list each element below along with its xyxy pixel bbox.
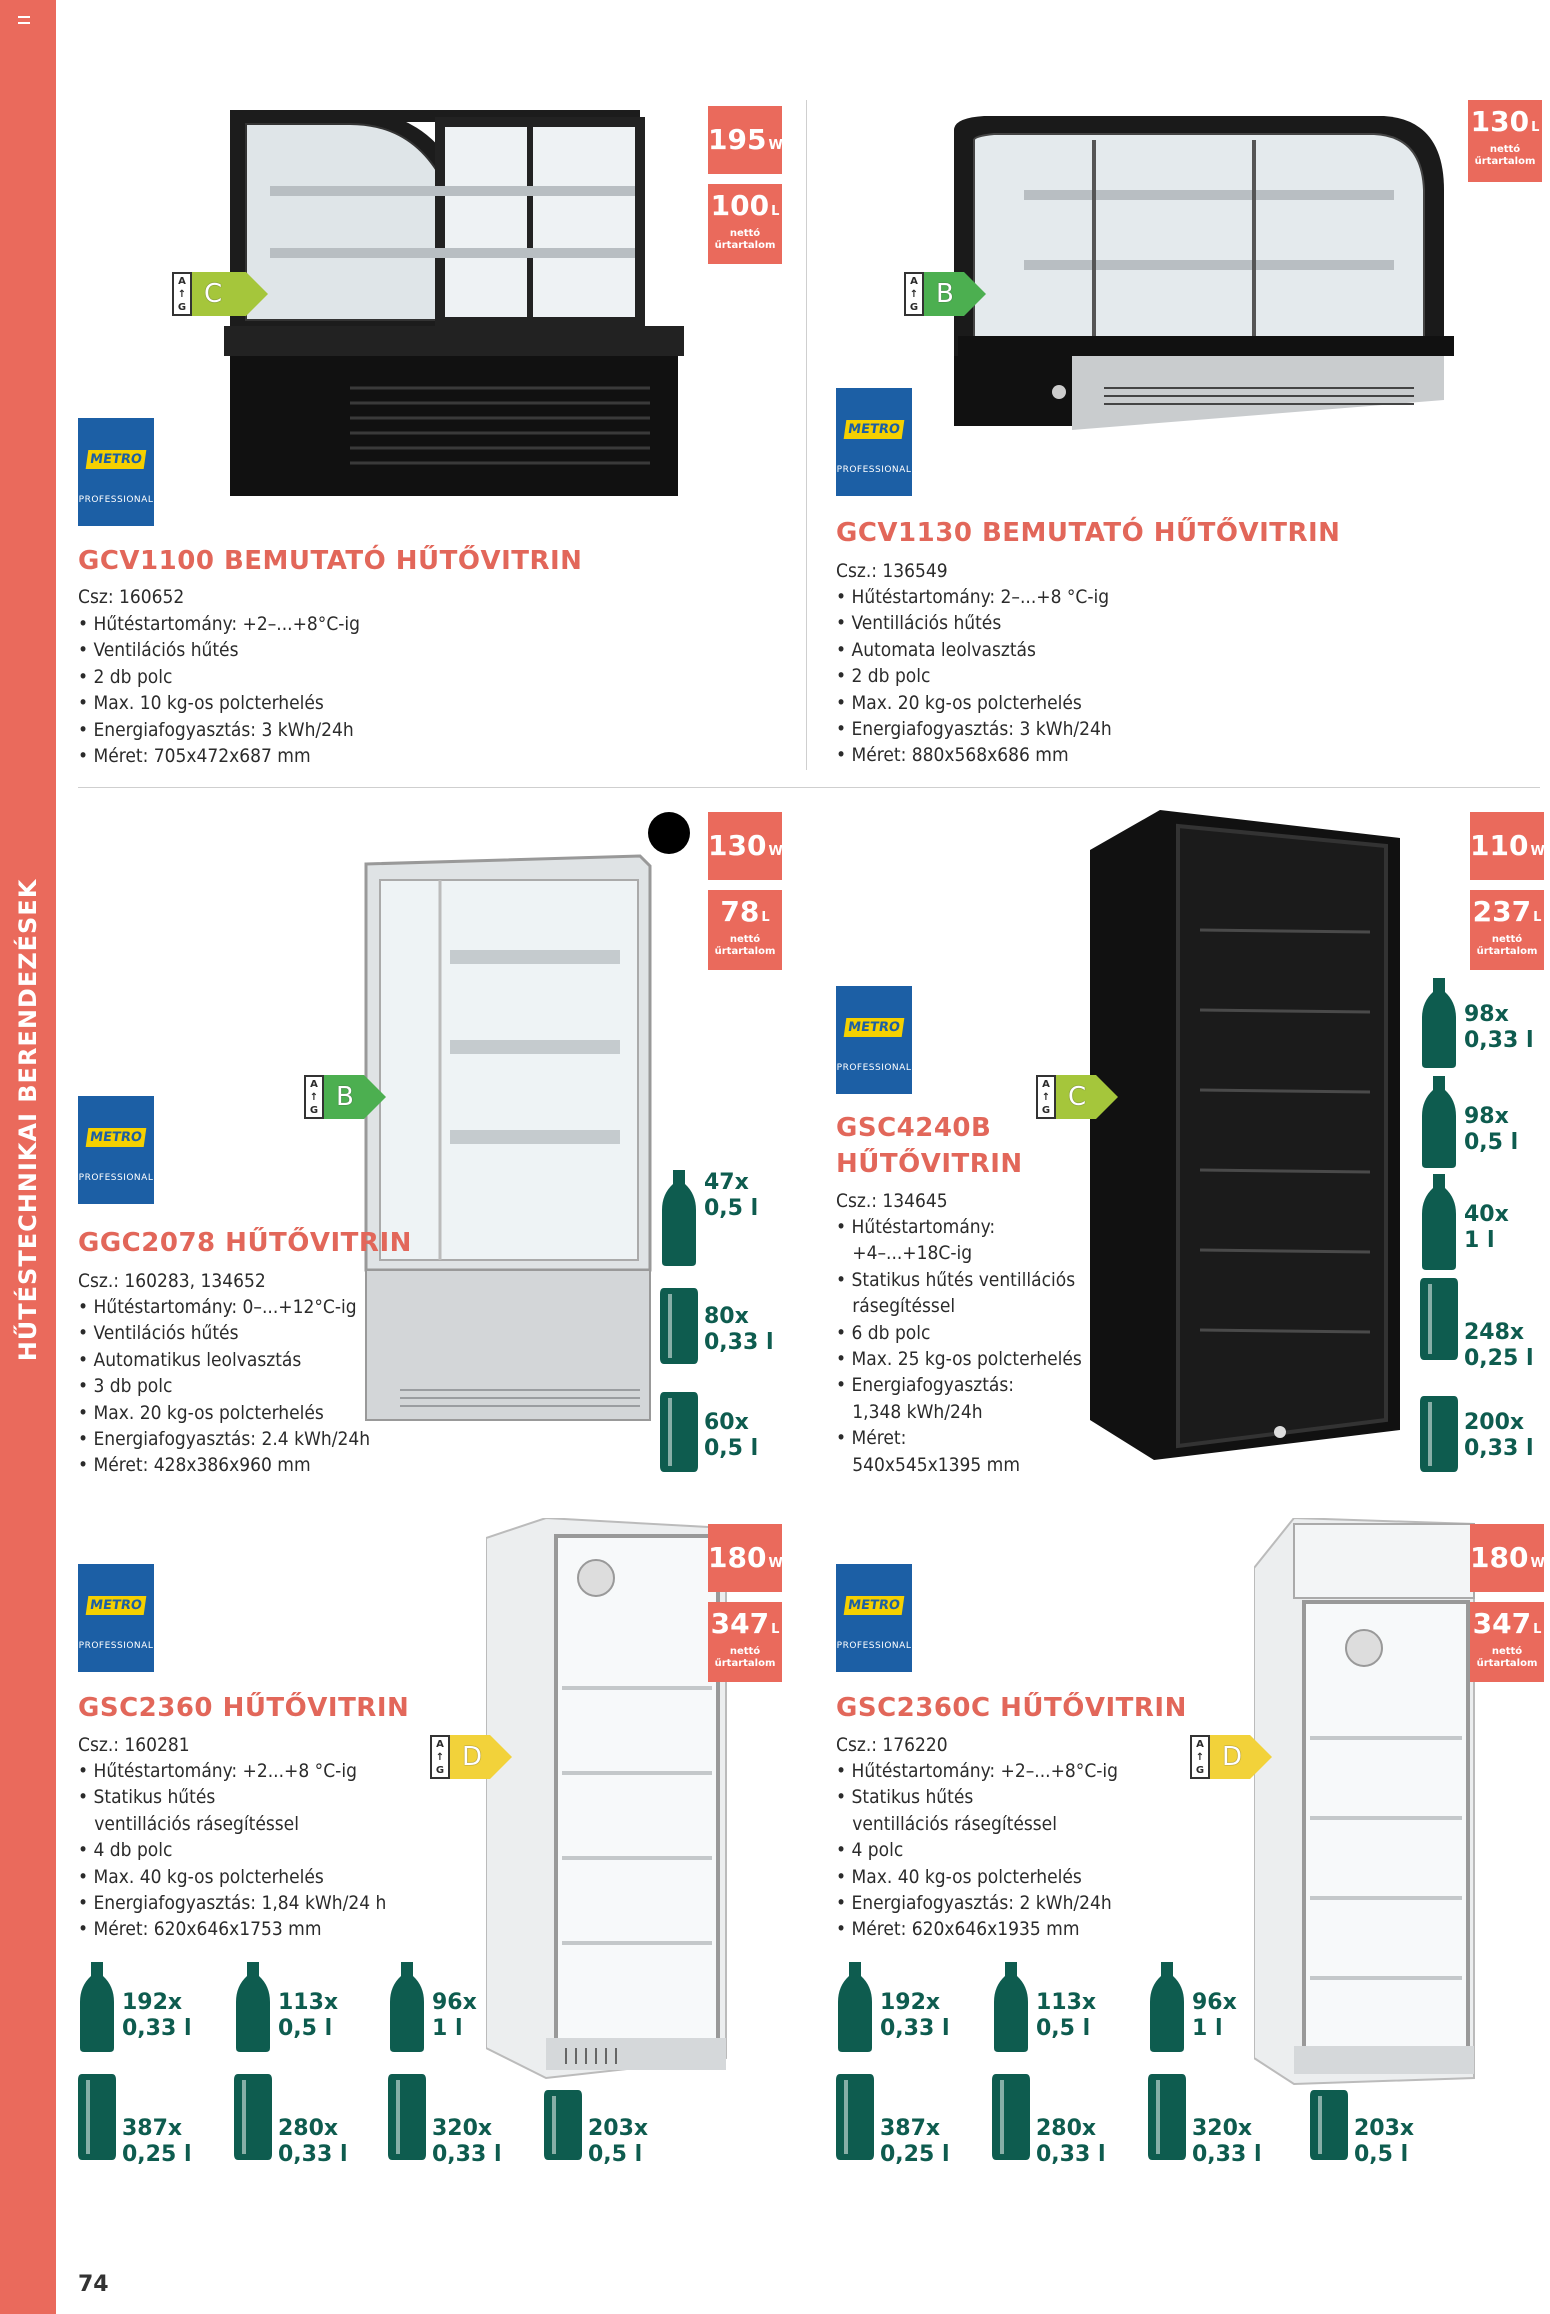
- spec-item: • 2 db polc: [78, 665, 173, 688]
- energy-class: C: [1056, 1075, 1096, 1119]
- capacity-item: 113x 0,5 l: [234, 1962, 338, 2052]
- can-icon: [1420, 1396, 1458, 1472]
- page-number: 74: [78, 2272, 109, 2297]
- energy-label: [904, 272, 964, 316]
- spec-item: • Ventilációs hűtés: [78, 1322, 239, 1345]
- energy-class: B: [324, 1075, 364, 1119]
- spec-item: • Méret:: [836, 1427, 907, 1450]
- capacity-item: 203x 0,5 l: [1310, 2090, 1414, 2168]
- column-divider: [806, 100, 807, 770]
- energy-scale: A ↑ G: [430, 1735, 450, 1779]
- capacity-item: 248x 0,25 l: [1420, 1278, 1533, 1372]
- energy-label: [172, 272, 246, 316]
- spec-item: • 4 polc: [836, 1839, 904, 1862]
- capacity-item: 40x 1 l: [1420, 1174, 1509, 1270]
- can-icon: [992, 2074, 1030, 2160]
- bottle-icon: [1420, 1174, 1458, 1270]
- spec-item: • Energiafogyasztás: 1,84 kWh/24 h: [78, 1892, 387, 1915]
- energy-scale: A ↑ G: [172, 272, 192, 316]
- capacity-item: 98x 0,5 l: [1420, 1076, 1518, 1168]
- power-badge: 130 W: [708, 812, 782, 880]
- spec-item: • Max. 20 kg-os polcterhelés: [836, 691, 1082, 714]
- capacity-item: 387x 0,25 l: [836, 2074, 949, 2168]
- spec-item: 540x545x1395 mm: [836, 1453, 1020, 1476]
- marker-dot: [648, 812, 690, 854]
- volume-badge: 347 L nettó űrtartalom: [708, 1602, 782, 1682]
- bottle-icon: [1420, 1076, 1458, 1168]
- spec-item: • Hűtéstartomány:: [836, 1216, 996, 1238]
- spec-item: +4–...+18C-ig: [836, 1242, 973, 1265]
- product-photo-gsc2360: [486, 1518, 736, 2090]
- bottle-icon: [234, 1962, 272, 2052]
- spec-item: • Ventillációs hűtés: [836, 612, 1002, 635]
- energy-class: C: [192, 272, 246, 316]
- product-code: Csz.: 160281: [78, 1734, 190, 1756]
- capacity-item: 96x 1 l: [1148, 1962, 1237, 2052]
- energy-class: D: [1210, 1735, 1250, 1779]
- volume-badge: 78 L nettó űrtartalom: [708, 890, 782, 970]
- product-photo-gsc2360c: [1254, 1518, 1480, 2090]
- volume-badge: 100 L nettó űrtartalom: [708, 184, 782, 264]
- spec-item: • Statikus hűtés: [836, 1786, 974, 1809]
- energy-label: [304, 1075, 364, 1119]
- power-badge: 195 W: [708, 106, 782, 174]
- energy-scale: A ↑ G: [904, 272, 924, 316]
- spec-item: • Energiafogyasztás: 2.4 kWh/24h: [78, 1428, 371, 1451]
- product-photo-ggc2078: [360, 850, 660, 1430]
- volume-badge: 130 L nettó űrtartalom: [1468, 100, 1542, 182]
- can-icon: [836, 2074, 874, 2160]
- bottle-icon: [992, 1962, 1030, 2052]
- spec-item: • Statikus hűtés: [78, 1786, 216, 1809]
- spec-item: rásegítéssel: [836, 1295, 956, 1318]
- product-code: Csz.: 176220: [836, 1734, 948, 1756]
- spec-list: [836, 1758, 1118, 1943]
- spec-item: • Méret: 620x646x1753 mm: [78, 1918, 322, 1941]
- capacity-item: 192x 0,33 l: [78, 1962, 191, 2052]
- spec-item: • 2 db polc: [836, 665, 931, 688]
- spec-item: • Statikus hűtés ventillációs: [836, 1268, 1076, 1291]
- can-icon: [660, 1288, 698, 1364]
- spec-item: • Energiafogyasztás: 3 kWh/24h: [78, 718, 354, 741]
- spec-item: • Energiafogyasztás:: [836, 1374, 1015, 1397]
- spec-item: • Ventilációs hűtés: [78, 639, 239, 662]
- spec-item: • Max. 10 kg-os polcterhelés: [78, 692, 324, 715]
- capacity-item: 200x 0,33 l: [1420, 1396, 1533, 1472]
- can-icon: [234, 2074, 272, 2160]
- capacity-item: 387x 0,25 l: [78, 2074, 191, 2168]
- product-title: GCV1130 BEMUTATÓ HŰTŐVITRIN: [836, 518, 1341, 548]
- metro-professional-logo: METRO PROFESSIONAL: [78, 1096, 154, 1204]
- spec-item: • Hűtéstartomány: +2–...+8°C-ig: [836, 1760, 1119, 1782]
- spec-item: • Max. 20 kg-os polcterhelés: [78, 1401, 324, 1424]
- energy-scale: A ↑ G: [304, 1075, 324, 1119]
- capacity-item: 192x 0,33 l: [836, 1962, 949, 2052]
- spec-item: • Max. 40 kg-os polcterhelés: [836, 1865, 1082, 1888]
- metro-professional-logo: METRO PROFESSIONAL: [78, 1564, 154, 1672]
- spec-item: • Automata leolvasztás: [836, 638, 1036, 661]
- spec-item: • Méret: 705x472x687 mm: [78, 745, 311, 768]
- metro-professional-logo: METRO PROFESSIONAL: [836, 388, 912, 496]
- capacity-item: 98x 0,33 l: [1420, 978, 1533, 1068]
- can-icon: [1420, 1278, 1458, 1360]
- spec-item: • Hűtéstartomány: 2–...+8 °C-ig: [836, 586, 1110, 608]
- spec-item: • Automatikus leolvasztás: [78, 1348, 302, 1371]
- product-title: GSC4240B HŰTŐVITRIN: [836, 1113, 1023, 1179]
- spec-item: • 3 db polc: [78, 1375, 173, 1398]
- spec-list: [836, 1214, 1082, 1478]
- can-icon: [1310, 2090, 1348, 2160]
- capacity-item: 47x 0,5 l: [660, 1170, 758, 1266]
- can-icon: [660, 1392, 698, 1472]
- can-icon: [388, 2074, 426, 2160]
- spec-list: [78, 611, 360, 769]
- product-code: Csz.: 134645: [836, 1190, 948, 1212]
- spec-item: • Hűtéstartomány: +2–...+8°C-ig: [78, 613, 361, 635]
- product-code: Csz.: 136549: [836, 560, 948, 582]
- metro-professional-logo: METRO PROFESSIONAL: [836, 986, 912, 1094]
- spec-item: • 4 db polc: [78, 1839, 173, 1862]
- spec-item: ventillációs rásegítéssel: [78, 1812, 299, 1835]
- spec-item: • Méret: 620x646x1935 mm: [836, 1918, 1080, 1941]
- spec-item: • Hűtéstartomány: 0–...+12°C-ig: [78, 1296, 357, 1318]
- spec-list: [78, 1294, 370, 1479]
- bottle-icon: [388, 1962, 426, 2052]
- spec-item: 1,348 kWh/24h: [836, 1400, 983, 1423]
- capacity-item: 96x 1 l: [388, 1962, 477, 2052]
- can-icon: [1148, 2074, 1186, 2160]
- energy-label: [430, 1735, 490, 1779]
- capacity-item: 280x 0,33 l: [992, 2074, 1105, 2168]
- power-badge: 110 W: [1470, 812, 1544, 880]
- capacity-item: 80x 0,33 l: [660, 1288, 773, 1364]
- can-icon: [78, 2074, 116, 2160]
- product-code: Csz.: 160283, 134652: [78, 1270, 266, 1292]
- energy-scale: A ↑ G: [1036, 1075, 1056, 1119]
- volume-badge: 237 L nettó űrtartalom: [1470, 890, 1544, 970]
- bottle-icon: [836, 1962, 874, 2052]
- spec-item: • Hűtéstartomány: +2...+8 °C-ig: [78, 1760, 357, 1782]
- can-icon: [544, 2090, 582, 2160]
- category-sidebar: [0, 0, 56, 2314]
- spec-item: • Max. 25 kg-os polcterhelés: [836, 1348, 1082, 1371]
- capacity-item: 320x 0,33 l: [388, 2074, 501, 2168]
- capacity-item: 203x 0,5 l: [544, 2090, 648, 2168]
- capacity-item: 280x 0,33 l: [234, 2074, 347, 2168]
- section-divider: [78, 787, 1540, 788]
- bottle-icon: [1420, 978, 1458, 1068]
- bottle-icon: [1148, 1962, 1186, 2052]
- spec-item: • Energiafogyasztás: 3 kWh/24h: [836, 718, 1112, 741]
- power-badge: 180 W: [1470, 1524, 1544, 1592]
- volume-badge: 347 L nettó űrtartalom: [1470, 1602, 1544, 1682]
- energy-class: D: [450, 1735, 490, 1779]
- menu-mark-icon: [18, 16, 30, 24]
- metro-professional-logo: METRO PROFESSIONAL: [78, 418, 154, 526]
- product-title: GCV1100 BEMUTATÓ HŰTŐVITRIN: [78, 546, 583, 576]
- category-label: HŰTÉSTECHNIKAI BERENDEZÉSEK: [14, 878, 42, 1362]
- capacity-item: 320x 0,33 l: [1148, 2074, 1261, 2168]
- spec-item: • Max. 40 kg-os polcterhelés: [78, 1865, 324, 1888]
- energy-label: [1190, 1735, 1250, 1779]
- product-code: Csz: 160652: [78, 586, 185, 608]
- power-badge: 180 W: [708, 1524, 782, 1592]
- product-photo-gcv1130: [944, 100, 1464, 456]
- capacity-item: 60x 0,5 l: [660, 1392, 758, 1472]
- product-title: GSC2360C HŰTŐVITRIN: [836, 1693, 1187, 1723]
- spec-item: • Méret: 428x386x960 mm: [78, 1454, 311, 1477]
- product-photo-gcv1100: [210, 98, 685, 498]
- product-title: GSC2360 HŰTŐVITRIN: [78, 1693, 410, 1723]
- spec-item: • 6 db polc: [836, 1321, 931, 1344]
- energy-label: [1036, 1075, 1096, 1119]
- energy-scale: A ↑ G: [1190, 1735, 1210, 1779]
- spec-list: [78, 1758, 386, 1943]
- bottle-icon: [78, 1962, 116, 2052]
- spec-list: [836, 584, 1112, 769]
- metro-professional-logo: METRO PROFESSIONAL: [836, 1564, 912, 1672]
- spec-item: ventillációs rásegítéssel: [836, 1812, 1057, 1835]
- spec-item: • Méret: 880x568x686 mm: [836, 744, 1069, 767]
- bottle-icon: [660, 1170, 698, 1266]
- capacity-item: 113x 0,5 l: [992, 1962, 1096, 2052]
- energy-class: B: [924, 272, 964, 316]
- product-title: GGC2078 HŰTŐVITRIN: [78, 1228, 412, 1258]
- spec-item: • Energiafogyasztás: 2 kWh/24h: [836, 1892, 1112, 1915]
- product-photo-gsc4240b: [1090, 810, 1400, 1474]
